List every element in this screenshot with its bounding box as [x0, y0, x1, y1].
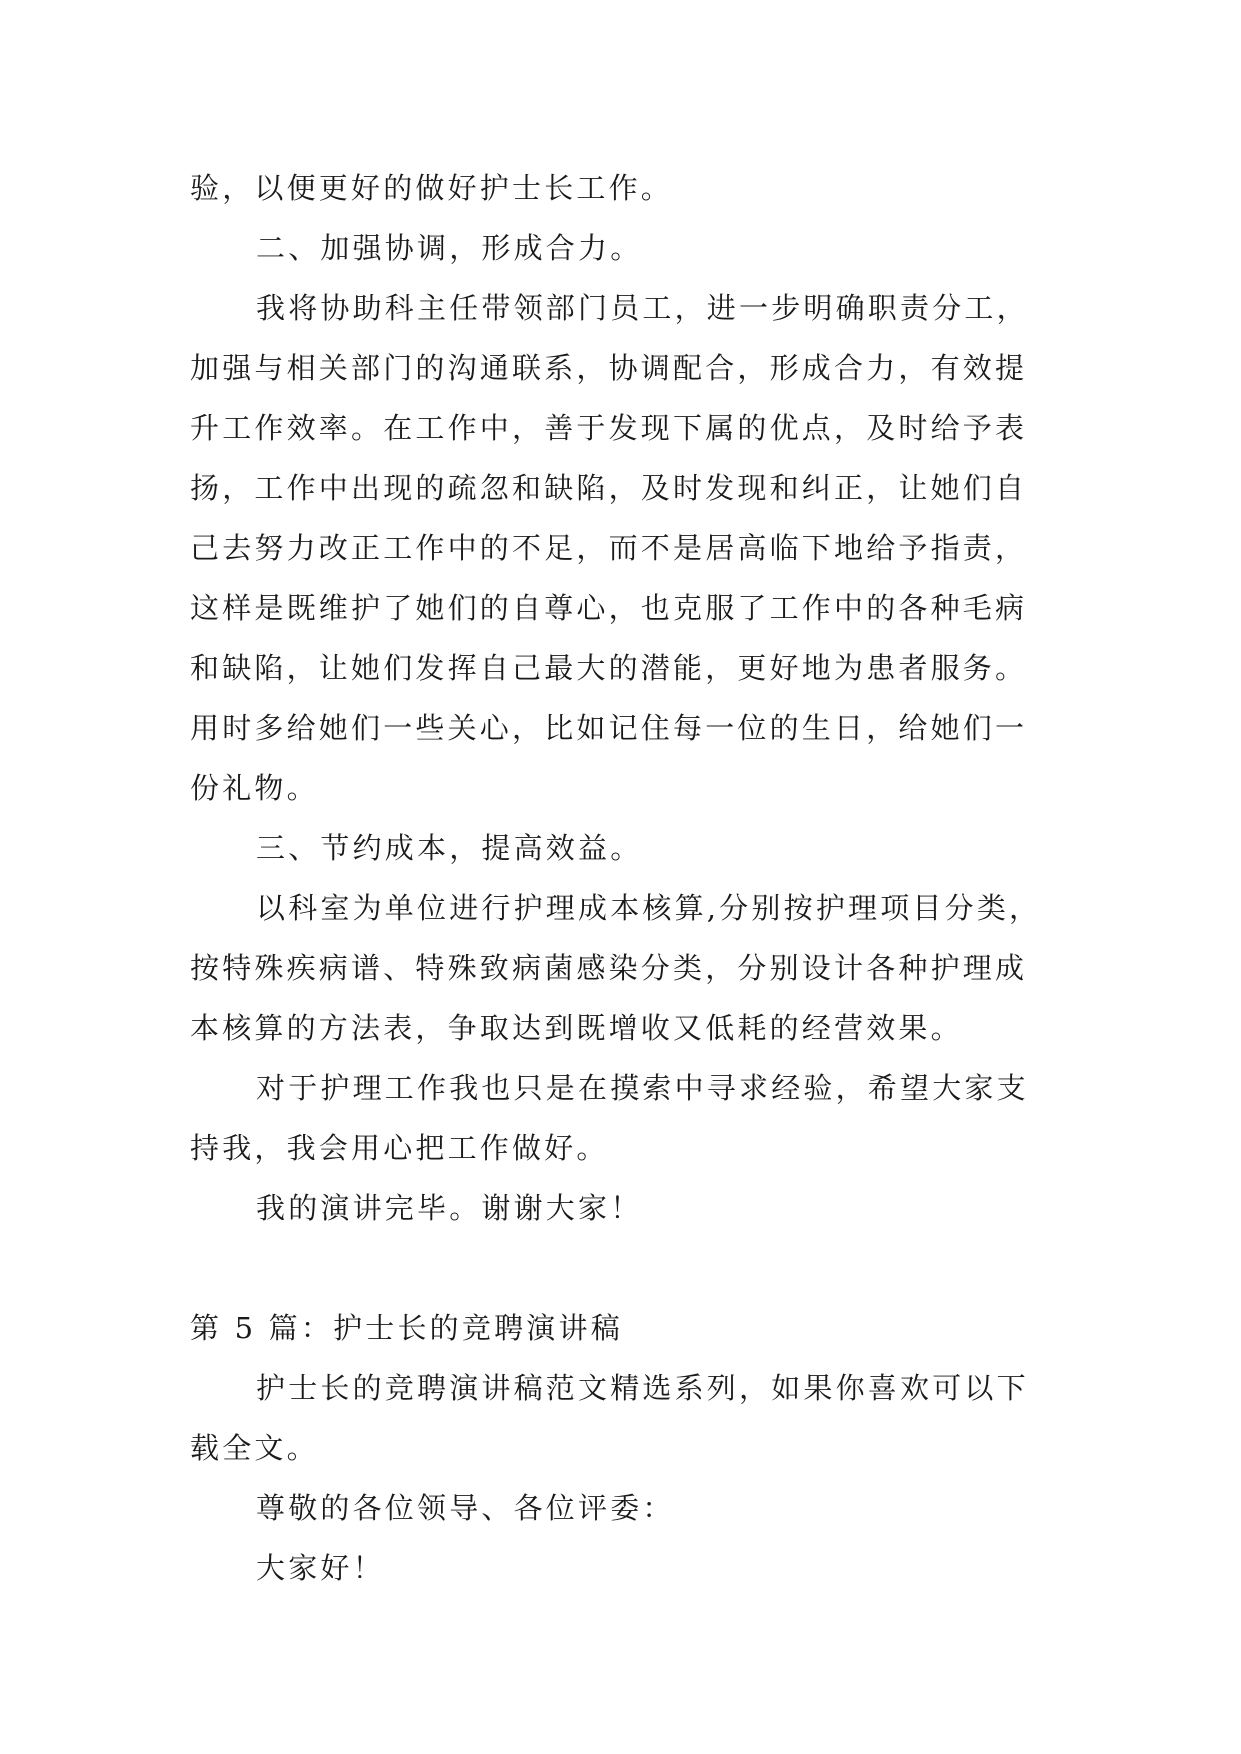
greeting-line: 大家好！	[256, 1551, 385, 1585]
paragraph-line: 用时多给她们一些关心，比如记住每一位的生日，给她们一	[190, 711, 1028, 745]
paragraph-line: 升工作效率。在工作中，善于发现下属的优点，及时给予表	[190, 411, 1028, 445]
closing-line: 我的演讲完毕。谢谢大家！	[256, 1191, 643, 1225]
blank-line	[190, 1238, 1070, 1298]
paragraph-line: 份礼物。	[190, 771, 319, 805]
section-heading: 三、节约成本，提高效益。	[256, 831, 643, 865]
paragraph-line: 和缺陷，让她们发挥自己最大的潜能，更好地为患者服务。	[190, 651, 1028, 685]
paragraph-line: 本核算的方法表，争取达到既增收又低耗的经营效果。	[190, 1011, 963, 1045]
paragraph-line: 对于护理工作我也只是在摸索中寻求经验，希望大家支	[256, 1071, 1029, 1105]
paragraph-line: 验，以便更好的做好护士长工作。	[190, 171, 674, 205]
paragraph-line: 按特殊疾病谱、特殊致病菌感染分类，分别设计各种护理成	[190, 951, 1028, 985]
paragraph-line: 扬，工作中出现的疏忽和缺陷，及时发现和纠正，让她们自	[190, 471, 1028, 505]
paragraph-line: 载全文。	[190, 1431, 319, 1465]
paragraph-line: 护士长的竞聘演讲稿范文精选系列，如果你喜欢可以下	[256, 1371, 1029, 1405]
salutation-line: 尊敬的各位领导、各位评委：	[256, 1491, 675, 1525]
paragraph-line: 我将协助科主任带领部门员工，进一步明确职责分工，	[256, 291, 1029, 325]
paragraph-line: 这样是既维护了她们的自尊心，也克服了工作中的各种毛病	[190, 591, 1028, 625]
paragraph-line: 加强与相关部门的沟通联系，协调配合，形成合力，有效提	[190, 351, 1028, 385]
paragraph-line: 以科室为单位进行护理成本核算,分别按护理项目分类，	[256, 891, 1042, 925]
paragraph-line: 己去努力改正工作中的不足，而不是居高临下地给予指责，	[190, 531, 1028, 565]
section-heading: 二、加强协调，形成合力。	[256, 231, 643, 265]
article-title: 第 5 篇：护士长的竞聘演讲稿	[190, 1311, 623, 1345]
paragraph-line: 持我，我会用心把工作做好。	[190, 1131, 609, 1165]
document-body	[190, 158, 1070, 1598]
